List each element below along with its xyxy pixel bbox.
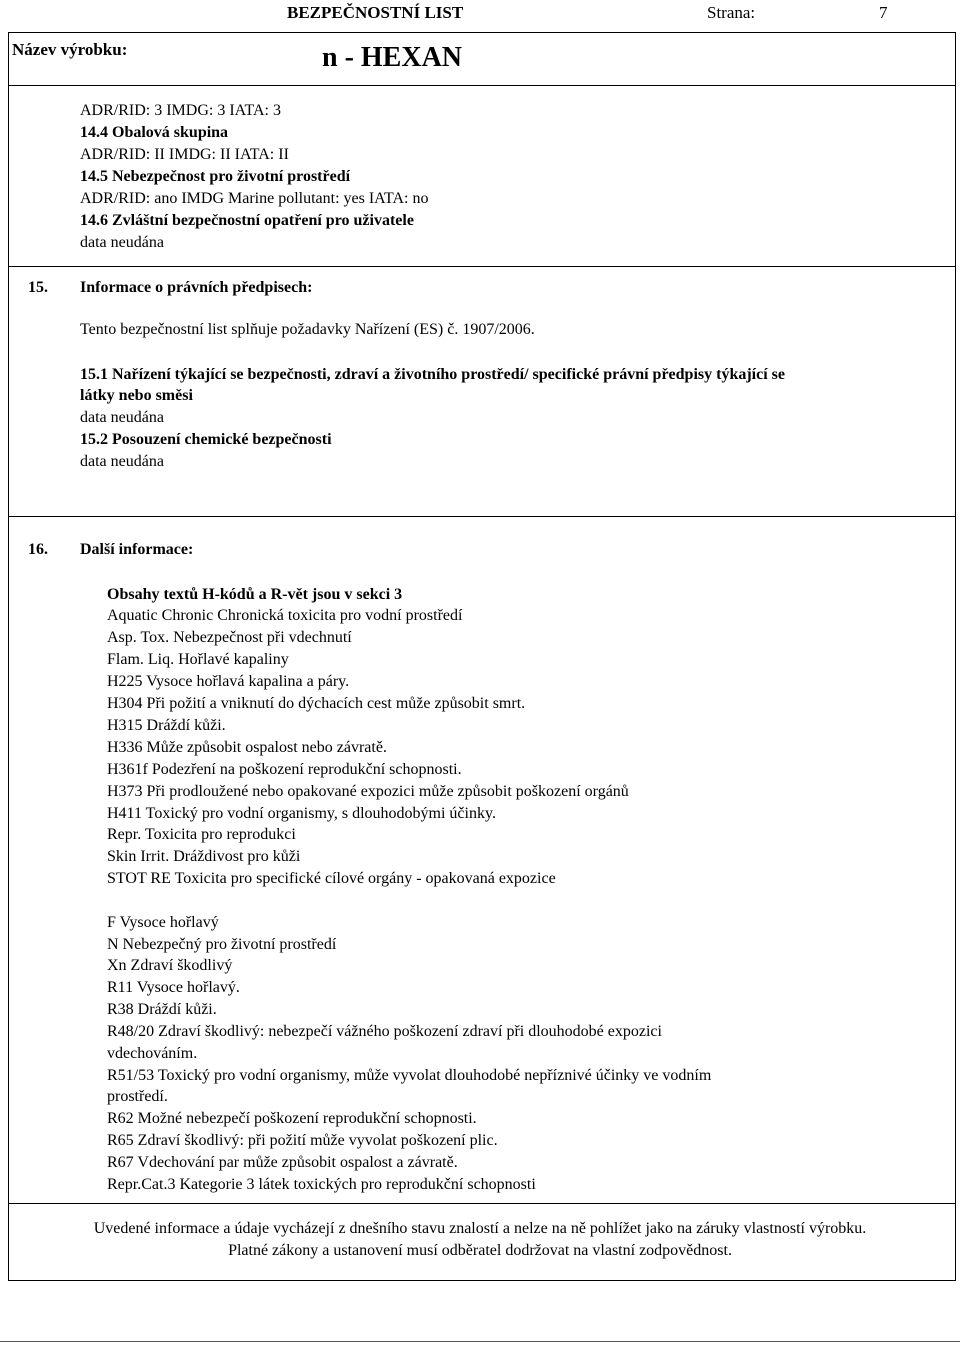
footer-divider <box>8 1203 956 1204</box>
section-divider-14-15 <box>8 266 956 267</box>
list-item: Repr.Cat.3 Kategorie 3 látek toxických pro reprodukční schopnosti <box>107 1176 536 1193</box>
list-item: Repr. Toxicita pro reprodukci <box>107 826 296 843</box>
list-item: Asp. Tox. Nebezpečnost při vdechnutí <box>107 629 352 646</box>
product-label: Název výrobku: <box>12 40 128 59</box>
list-item: H336 Může způsobit ospalost nebo závratě. <box>107 739 387 756</box>
subsection-15-2-text: data neudána <box>80 453 164 470</box>
list-item: R11 Vysoce hořlavý. <box>107 979 240 996</box>
section-16-title: Další informace: <box>80 541 194 558</box>
list-item: Xn Zdraví škodlivý <box>107 957 233 974</box>
subsection-14-4-title: 14.4 Obalová skupina <box>80 124 229 141</box>
document-title: BEZPEČNOSTNÍ LIST <box>287 3 464 22</box>
list-item: N Nebezpečný pro životní prostředí <box>107 936 337 953</box>
page-label: Strana: <box>707 3 756 22</box>
subsection-14-6-title: 14.6 Zvláštní bezpečnostní opatření pro uživatele <box>80 212 414 229</box>
list-item: H304 Při požití a vniknutí do dýchacích cest může způsobit smrt. <box>107 695 526 712</box>
list-item: F Vysoce hořlavý <box>107 914 219 931</box>
environmental-hazard-line: ADR/RID: ano IMDG Marine pollutant: yes IATA: no <box>80 190 429 207</box>
list-item: vdechováním. <box>107 1045 198 1062</box>
list-item: R65 Zdraví škodlivý: při požití může vyvolat poškození plic. <box>107 1132 498 1149</box>
section-divider-15-16 <box>8 516 956 517</box>
list-item: H225 Vysoce hořlavá kapalina a páry. <box>107 673 350 690</box>
list-item: R51/53 Toxický pro vodní organismy, může vyvolat dlouhodobé nepříznivé účinky ve vodním <box>107 1067 712 1084</box>
disclaimer-line-2: Platné zákony a ustanovení musí odběratel dodržovat na vlastní zodpovědnost. <box>228 1242 732 1259</box>
list-item: H373 Při prodloužené nebo opakované expozici může způsobit poškození orgánů <box>107 783 629 800</box>
section-15-number: 15. <box>28 279 48 296</box>
section-16-number: 16. <box>28 541 48 558</box>
list-item: R48/20 Zdraví škodlivý: nebezpečí vážného poškození zdraví při dlouhodobé expozici <box>107 1023 662 1040</box>
list-item: H361f Podezření na poškození reprodukční schopnosti. <box>107 761 462 778</box>
packing-group-line: ADR/RID: II IMDG: II IATA: II <box>80 146 289 163</box>
list-item: STOT RE Toxicita pro specifické cílové orgány - opakovaná expozice <box>107 870 556 887</box>
disclaimer-line-1: Uvedené informace a údaje vycházejí z dnešního stavu znalostí a nelze na ně pohlížet jako na záruky vlastností výrobku. <box>93 1220 867 1237</box>
header-divider <box>8 85 956 86</box>
subsection-15-1-title: 15.1 Nařízení týkající se bezpečnosti, zdraví a životního prostředí/ specifické právní předpisy týkající se <box>80 366 785 383</box>
subsection-14-5-title: 14.5 Nebezpečnost pro životní prostředí <box>80 168 351 185</box>
subsection-15-2-title: 15.2 Posouzení chemické bezpečnosti <box>80 431 332 448</box>
list-item: Skin Irrit. Dráždivost pro kůži <box>107 848 301 865</box>
list-item: H411 Toxický pro vodní organismy, s dlouhodobými účinky. <box>107 805 496 822</box>
list-item: H315 Dráždí kůži. <box>107 717 226 734</box>
list-item: prostředí. <box>107 1088 168 1105</box>
list-item: R67 Vdechování par může způsobit ospalost a závratě. <box>107 1154 458 1171</box>
hazard-codes-heading: Obsahy textů H-kódů a R-vět jsou v sekci 3 <box>107 586 403 603</box>
special-precautions-text: data neudána <box>80 234 164 251</box>
subsection-15-1-text: data neudána <box>80 409 164 426</box>
page-number: 7 <box>879 3 888 22</box>
list-item: R38 Dráždí kůži. <box>107 1001 217 1018</box>
section-15-title: Informace o právních předpisech: <box>80 279 313 296</box>
list-item: Flam. Liq. Hořlavé kapaliny <box>107 651 289 668</box>
regulation-compliance-text: Tento bezpečnostní list splňuje požadavky Nařízení (ES) č. 1907/2006. <box>80 321 535 338</box>
subsection-15-1-title-cont: látky nebo směsi <box>80 387 193 404</box>
transport-class-line: ADR/RID: 3 IMDG: 3 IATA: 3 <box>80 102 281 119</box>
page-bottom-rule <box>0 1341 960 1342</box>
list-item: R62 Možné nebezpečí poškození reprodukční schopnosti. <box>107 1110 477 1127</box>
product-name: n - HEXAN <box>322 42 463 73</box>
list-item: Aquatic Chronic Chronická toxicita pro vodní prostředí <box>107 607 463 624</box>
